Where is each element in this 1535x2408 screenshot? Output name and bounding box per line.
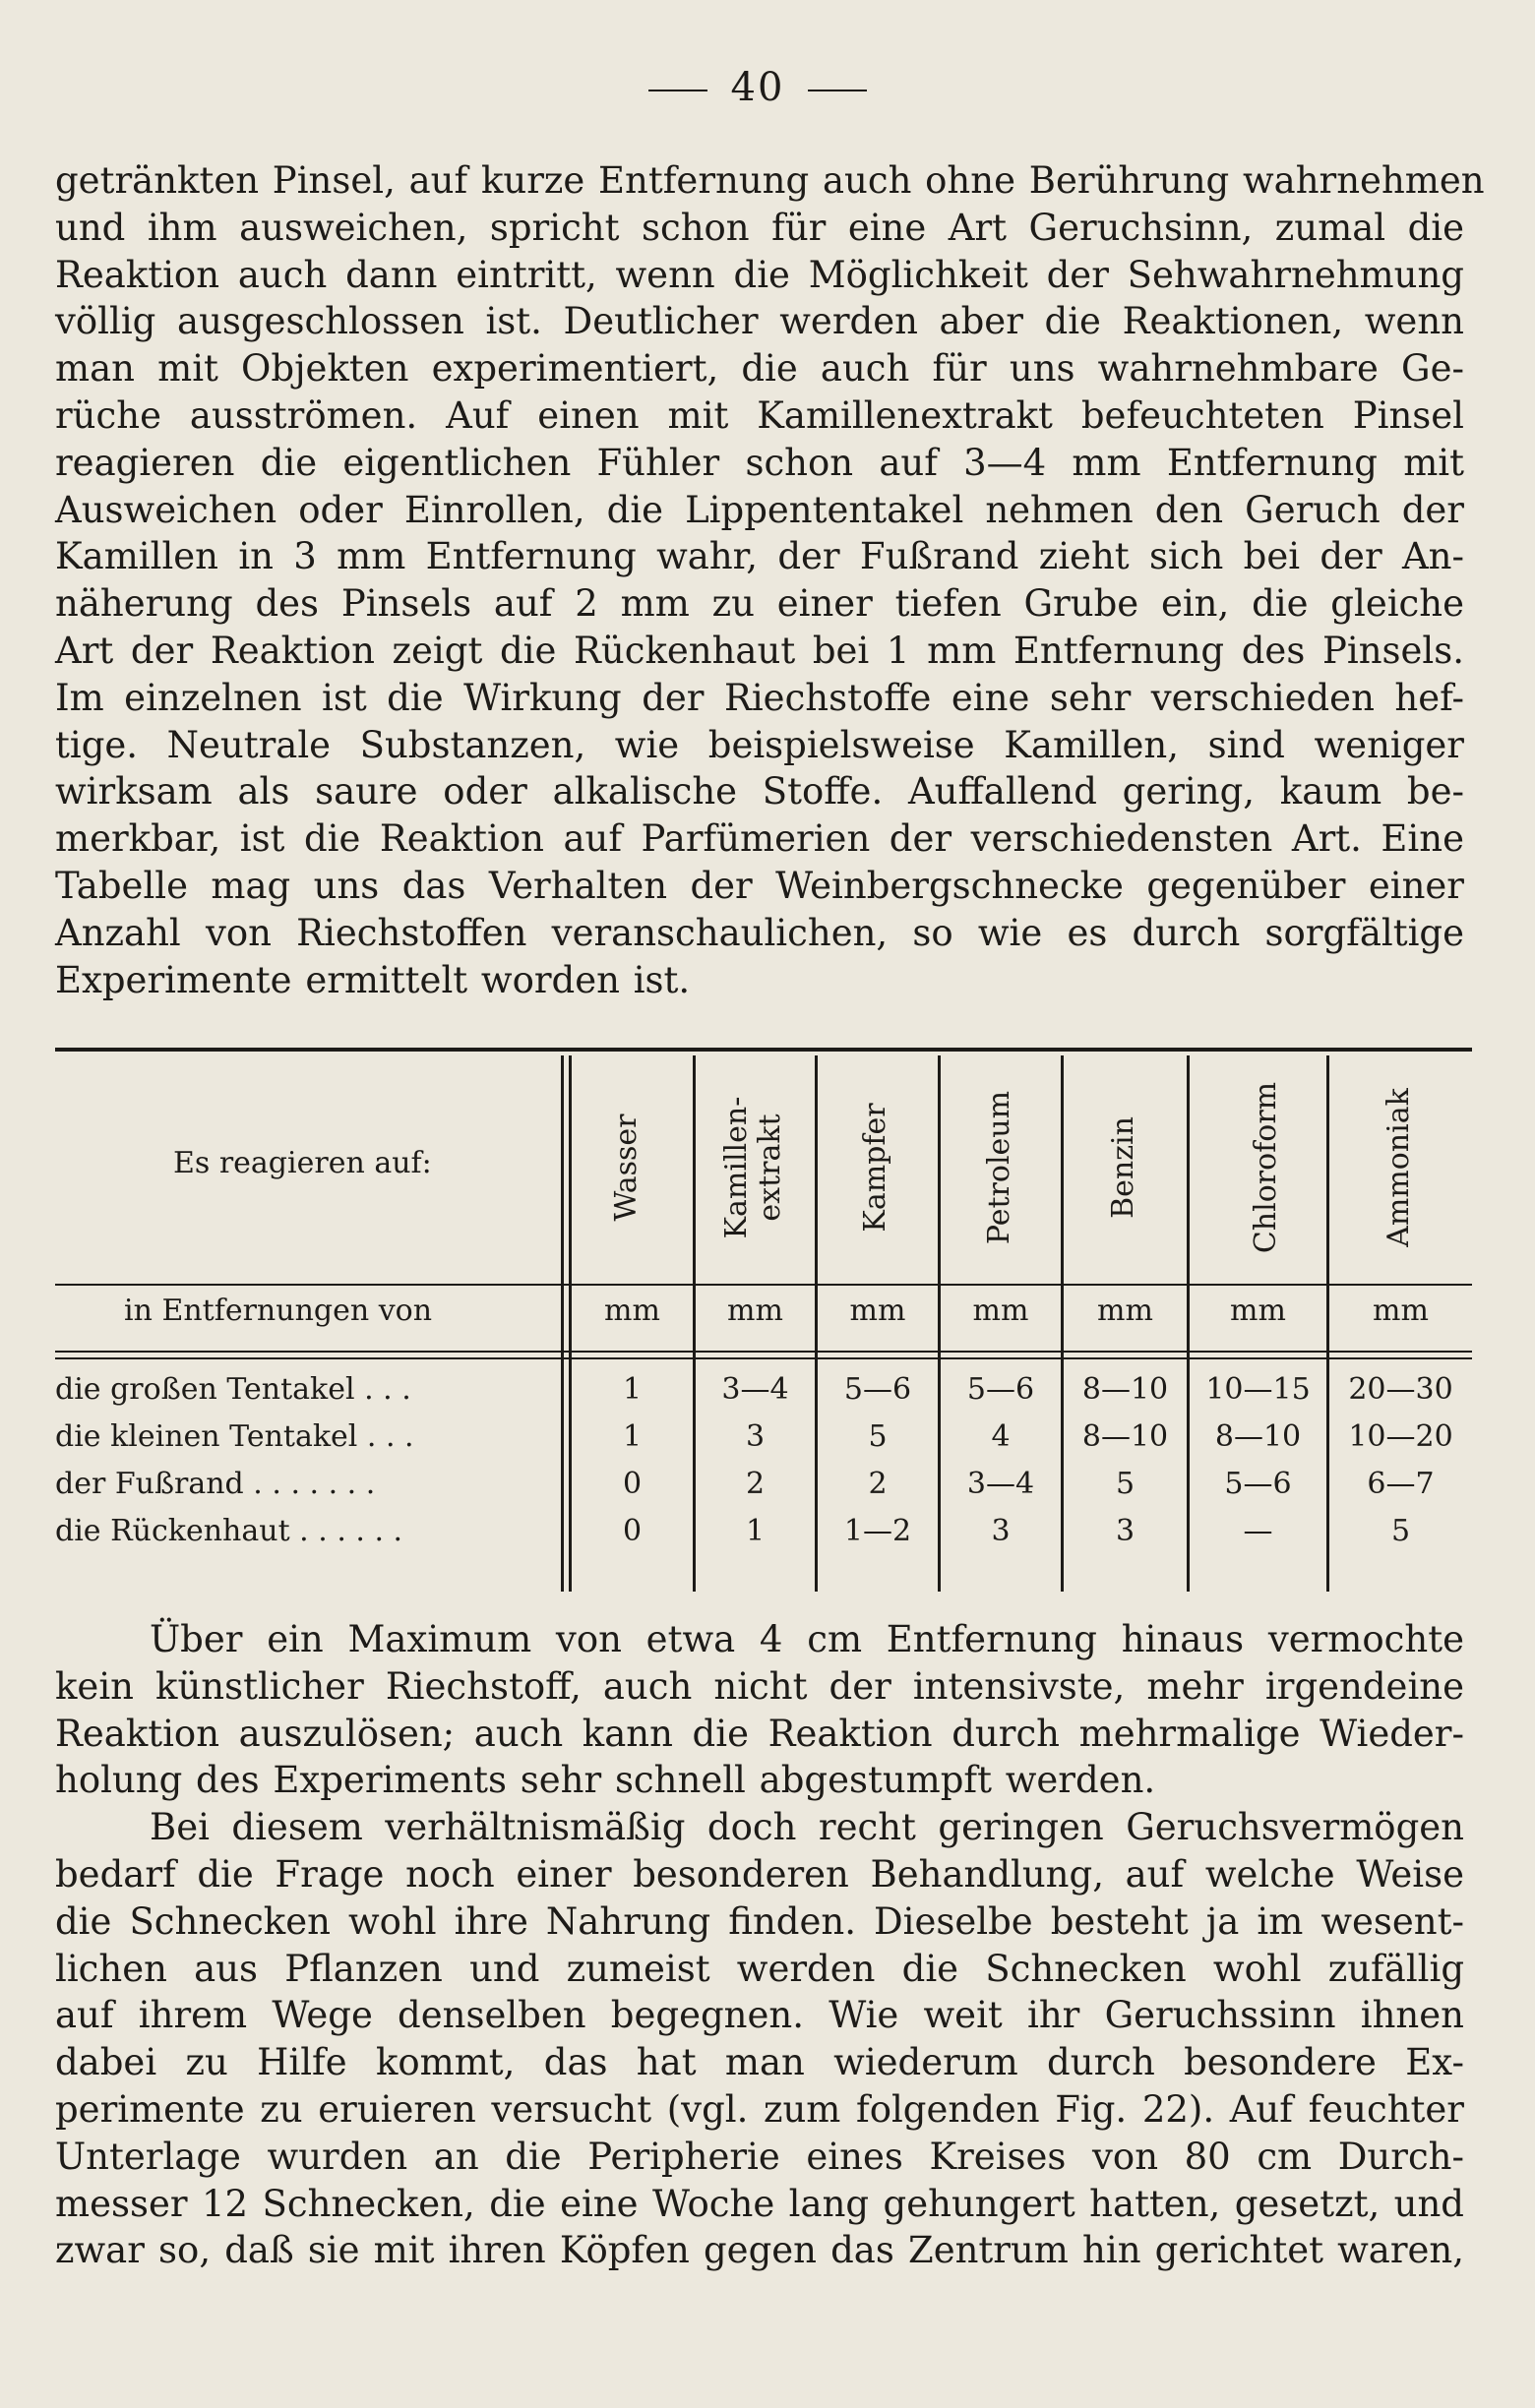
table-cell: 2 (868, 1467, 888, 1501)
table-cell: 1 (745, 1514, 766, 1548)
table-cell: 10—15 (1205, 1372, 1311, 1407)
column-header-ammoniak: Ammoniak (1382, 1088, 1416, 1247)
text-line: rüche ausströmen. Auf einen mit Kamillenextrakt befeuchteten Pinsel (55, 393, 1464, 437)
text-line: Art der Reaktion zeigt die Rückenhaut bei 1 mm Entfernung des Pinsels. (55, 629, 1464, 672)
text-line: Tabelle mag uns das Verhalten der Weinbergschnecke gegenüber einer (55, 864, 1464, 907)
column-header-chloroform: Chloroform (1249, 1081, 1283, 1254)
paragraph-2 (55, 1616, 1464, 2274)
unit-cell: mm (849, 1294, 906, 1328)
text-line: wirksam als saure oder alkalische Stoffe. Auffallend gering, kaum be- (55, 770, 1464, 813)
table-units-rule-1 (55, 1351, 1472, 1353)
text-line: Im einzelnen ist die Wirkung der Riechstoffe eine sehr verschieden hef- (55, 676, 1464, 719)
text-line: getränkten Pinsel, auf kurze Entfernung auch ohne Berührung wahrnehmen (55, 159, 1485, 202)
unit-cell: mm (1230, 1294, 1286, 1328)
text-line: zwar so, daß sie mit ihren Köpfen gegen das Zentrum hin gerichtet waren, (55, 2229, 1464, 2272)
table-header-label: Es reagieren auf: (173, 1146, 432, 1180)
column-header-petroleum: Petroleum (982, 1090, 1016, 1245)
table-cell: 0 (622, 1467, 643, 1501)
paragraph-1 (55, 157, 1485, 1003)
table-cell: 0 (622, 1514, 643, 1548)
row-label: die kleinen Tentakel . . . (55, 1419, 414, 1454)
text-line: lichen aus Pflanzen und zumeist werden die Schnecken wohl zufällig (55, 1947, 1464, 1990)
text-line: Bei diesem verhältnismäßig doch recht geringen Geruchsvermögen (150, 1806, 1464, 1849)
text-line: bedarf die Frage noch einer besonderen Behandlung, auf welche Weise (55, 1852, 1464, 1896)
table-cell: 8—10 (1081, 1419, 1169, 1454)
table-cell: 5 (1390, 1514, 1411, 1548)
table-vline (561, 1055, 564, 1592)
table-cell: 8—10 (1081, 1372, 1169, 1407)
table-header-rule (55, 1284, 1472, 1286)
column-header-kampfer: Kampfer (858, 1103, 892, 1233)
dash-right (808, 90, 867, 91)
table-cell: 20—30 (1348, 1372, 1453, 1407)
page-number: 40 (0, 65, 1515, 110)
text-line: reagieren die eigentlichen Fühler schon auf 3—4 mm Entfernung mit (55, 441, 1464, 484)
table-cell: 8—10 (1214, 1419, 1302, 1454)
text-line: Reaktion auszulösen; auch kann die Reaktion durch mehrmalige Wieder- (55, 1712, 1464, 1755)
text-line: Kamillen in 3 mm Entfernung wahr, der Fußrand zieht sich bei der An- (55, 535, 1464, 578)
text-line: perimente zu eruieren versucht (vgl. zum folgenden Fig. 22). Auf feuchter (55, 2087, 1464, 2131)
table-cell: 3—4 (966, 1467, 1035, 1501)
unit-cell: mm (727, 1294, 783, 1328)
table-cell: 5 (868, 1419, 888, 1454)
table-cell: 5—6 (843, 1372, 912, 1407)
text-line: kein künstlicher Riechstoff, auch nicht der intensivste, mehr irgendeine (55, 1664, 1464, 1708)
text-line: dabei zu Hilfe kommt, das hat man wiederum durch besondere Ex- (55, 2041, 1464, 2084)
table-cell: 3 (1115, 1514, 1136, 1548)
table-cell: 1 (622, 1419, 643, 1454)
text-line: Anzahl von Riechstoffen veranschaulichen, so wie es durch sorgfältige (55, 911, 1464, 954)
dash-left (648, 90, 707, 91)
table-units-rule-2 (55, 1357, 1472, 1359)
table-cell: 1—2 (843, 1514, 912, 1548)
table-cell: 10—20 (1348, 1419, 1453, 1454)
table-top-rule (55, 1048, 1472, 1052)
text-line: messer 12 Schnecken, die eine Woche lang gehungert hatten, gesetzt, und (55, 2182, 1464, 2225)
table-cell: 2 (745, 1467, 766, 1501)
text-line: Experimente ermittelt worden ist. (55, 958, 691, 1001)
text-line: Über ein Maximum von etwa 4 cm Entfernung hinaus vermochte (150, 1618, 1464, 1660)
text-line: man mit Objekten experimentiert, die auch für uns wahrnehmbare Ge- (55, 347, 1464, 391)
text-line: völlig ausgeschlossen ist. Deutlicher werden aber die Reaktionen, wenn (55, 300, 1464, 343)
row-label: die Rückenhaut . . . . . . (55, 1514, 403, 1548)
text-line: Reaktion auch dann eintritt, wenn die Möglichkeit der Sehwahrnehmung (55, 253, 1464, 296)
column-header-kamillenextrakt: Kamillen- extrakt (719, 1096, 787, 1239)
text-line: Ausweichen oder Einrollen, die Lippententakel nehmen den Geruch der (55, 488, 1464, 531)
text-line: die Schnecken wohl ihre Nahrung finden. Dieselbe besteht ja im wesent- (55, 1899, 1464, 1943)
unit-cell: mm (1373, 1294, 1429, 1328)
unit-cell: mm (1097, 1294, 1153, 1328)
text-line: holung des Experiments sehr schnell abgestumpft werden. (55, 1759, 1156, 1802)
unit-cell: mm (604, 1294, 660, 1328)
text-line: Unterlage wurden an die Peripherie eines Kreises von 80 cm Durch- (55, 2135, 1464, 2178)
table-cell: 3 (991, 1514, 1011, 1548)
column-header-wasser: Wasser (609, 1114, 644, 1222)
table-cell: — (1243, 1514, 1273, 1548)
table-cell: 6—7 (1367, 1467, 1435, 1501)
table-cell: 3—4 (721, 1372, 789, 1407)
text-line: merkbar, ist die Reaktion auf Parfümerien der verschiedensten Art. Eine (55, 817, 1464, 861)
units-label: in Entfernungen von (124, 1294, 433, 1328)
text-line: und ihm ausweichen, spricht schon für eine Art Geruchsinn, zumal die (55, 206, 1464, 249)
text-line: näherung des Pinsels auf 2 mm zu einer tiefen Grube ein, die gleiche (55, 582, 1464, 626)
table-cell: 4 (991, 1419, 1011, 1454)
text-line: tige. Neutrale Substanzen, wie beispielsweise Kamillen, sind weniger (55, 723, 1464, 766)
table-cell: 5—6 (1224, 1467, 1292, 1501)
unit-cell: mm (972, 1294, 1029, 1328)
table-cell: 3 (745, 1419, 766, 1454)
column-header-benzin: Benzin (1106, 1116, 1140, 1219)
row-label: der Fußrand . . . . . . . (55, 1467, 376, 1501)
table-cell: 5—6 (966, 1372, 1035, 1407)
table-cell: 5 (1115, 1467, 1136, 1501)
table-cell: 1 (622, 1372, 643, 1407)
row-label: die großen Tentakel . . . (55, 1372, 411, 1407)
text-line: auf ihrem Wege denselben begegnen. Wie weit ihr Geruchssinn ihnen (55, 1994, 1464, 2037)
